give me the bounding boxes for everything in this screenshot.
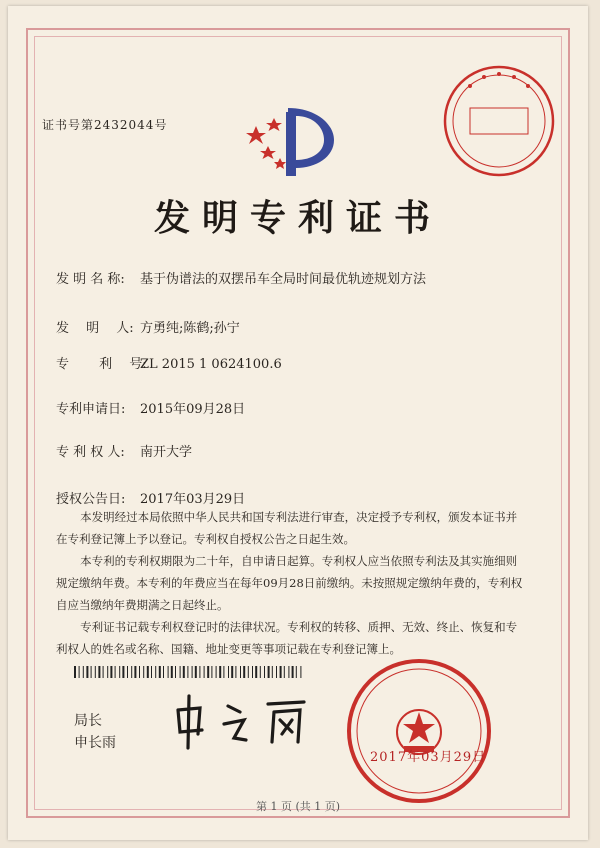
inventors-row (56, 317, 240, 336)
body-paragraph: 专利证书记载专利权登记时的法律状况。专利权的转移、质押、无效、终止、恢复和专利权人的姓名或名称、国籍、地址变更等事项记载在专利登记簿上。 (56, 620, 518, 656)
body-paragraph: 本专利的专利权期限为二十年，自申请日起算。专利权人应当依照专利法及其实施细则规定缴纳年费。本专利的年费应当在每年09月28日前缴纳。未按照规定缴纳年费的，专利权自应当缴纳年费期满之日起终止。 (56, 554, 523, 612)
patent-number-row (56, 353, 282, 372)
application-date-row (56, 398, 245, 417)
field-value: 2015年09月28日 (140, 402, 246, 417)
field-value: 方勇纯;陈鹤;孙宁 (140, 321, 240, 336)
certificate-page (8, 6, 588, 840)
director-name: 申长雨 (74, 735, 116, 751)
patent-office-logo-icon (236, 102, 340, 180)
certificate-title: 发明专利证书 (153, 197, 442, 239)
director-title: 局长 (74, 713, 102, 729)
grant-date-row (56, 488, 245, 507)
field-label: 专 利 权 人: (56, 445, 125, 460)
agency-stamp (440, 62, 558, 180)
body-paragraph: 本发明经过本局依照中华人民共和国专利法进行审查，决定授予专利权，颁发本证书并在专利登记簿上予以登记。专利权自授权公告之日起生效。 (56, 510, 518, 546)
field-label: 发 明 人: (56, 321, 134, 336)
certificate-body (56, 506, 526, 660)
seal-date: 2017年03月29日 (370, 750, 487, 765)
field-value: ZL 2015 1 0624100.6 (140, 357, 282, 372)
page-number: 第 1 页 (共 1 页) (255, 800, 341, 813)
field-label: 专利申请日: (56, 402, 126, 417)
barcode (74, 666, 304, 678)
official-seal (344, 656, 494, 806)
field-label: 授权公告日: (56, 492, 126, 507)
field-value: 南开大学 (140, 445, 193, 460)
director-block (74, 710, 116, 754)
patentee-row (56, 441, 192, 460)
certificate-number: 证书号第2432044号 (42, 118, 168, 132)
field-value: 2017年03月29日 (140, 492, 246, 507)
director-signature (164, 688, 314, 754)
field-label: 专 利 号: (56, 357, 147, 372)
field-label: 发 明 名 称: (56, 272, 125, 287)
invention-name-row (56, 268, 426, 287)
field-value: 基于伪谱法的双摆吊车全局时间最优轨迹规划方法 (140, 272, 427, 287)
